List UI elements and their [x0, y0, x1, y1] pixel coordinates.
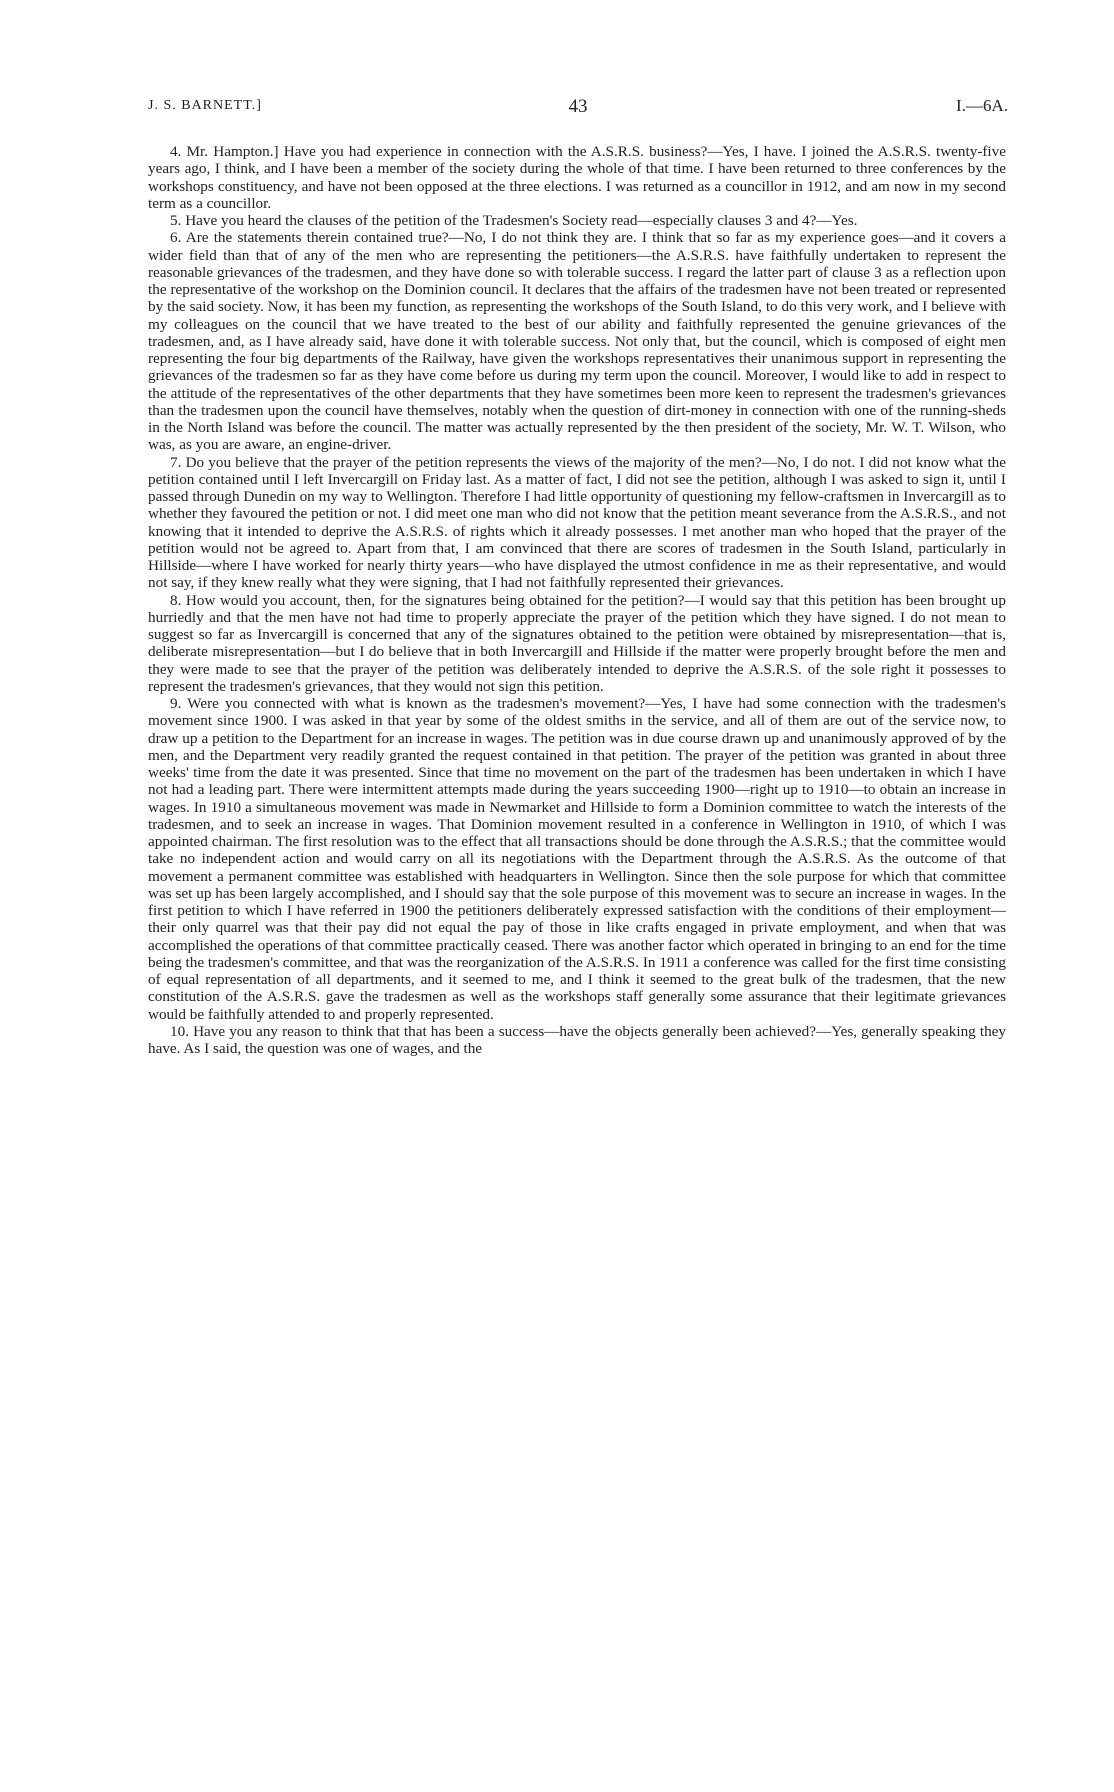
document-reference: I.—6A. [956, 96, 1008, 115]
page-header [148, 96, 1008, 120]
page-number: 43 [568, 96, 588, 117]
paragraph-question-4: 4. Mr. Hampton.] Have you had experience in connection with the A.S.R.S. business?—Yes, I have. I joined the A.S.R.S. twenty-five years ago, I think, and I have been a member of the society during the whole of that time. I have been returned to three conferences by the workshops constituency, and have not been opposed at the three elections. I was returned as a councillor in 1912, and am now in my second term as a councillor. [148, 143, 1006, 212]
header-witness-name: J. S. BARNETT.] [148, 98, 262, 113]
paragraph-question-6: 6. Are the statements therein contained true?—No, I do not think they are. I think that so far as my experience goes—and it covers a wider field than that of any of the men who are representing the petitioners—the A.S.R.S. have faithfully undertaken to represent the reasonable grievances of the tradesmen, and they have done so with tolerable success. I regard the latter part of clause 3 as a reflection upon the representative of the workshop on the Dominion council. It declares that the affairs of the tradesmen have not been treated or represented by the said society. Now, it has been my function, as representing the workshops of the South Island, to do this very work, and I believe with my colleagues on the council that we have treated to the best of our ability and faithfully represented the genuine grievances of the tradesmen, and, as I have already said, have done it with tolerable success. Not only that, but the council, which is composed of eight men representing the four big departments of the Railway, have given the workshops representatives their unanimous support in representing the grievances of the tradesmen so far as they have come before us during my term upon the council. Moreover, I would like to add in respect to the attitude of the representatives of the other departments that they have sometimes been more keen to represent the tradesmen's grievances than the tradesmen upon the council have themselves, notably when the question of dirt-money in connection with one of the running-sheds in the North Island was before the council. The matter was actually represented by the then president of the society, Mr. W. T. Wilson, who was, as you are aware, an engine-driver. [148, 229, 1006, 454]
paragraph-question-5: 5. Have you heard the clauses of the petition of the Tradesmen's Society read—especially clauses 3 and 4?—Yes. [170, 212, 858, 229]
paragraph-question-7: 7. Do you believe that the prayer of the petition represents the views of the majority of the men?—No, I do not. I did not know what the petition contained until I left Invercargill on Friday last. As a matter of fact, I did not see the petition, although I was asked to sign it, until I passed through Dunedin on my way to Wellington. Therefore I had little opportunity of questioning my fellow-craftsmen in Invercargill as to whether they favoured the petition or not. I did meet one man who did not know that the petition meant severance from the A.S.R.S., and not knowing that it intended to deprive the A.S.R.S. of rights which it already possesses. I met another man who hoped that the prayer of the petition would not be agreed to. Apart from that, I am convinced that there are scores of tradesmen in the South Island, particularly in Hillside—where I have worked for nearly thirty years—who have displayed the utmost confidence in me as their representative, and would not say, if they knew really what they were signing, that I had not faithfully represented their grievances. [148, 453, 1006, 592]
paragraph-question-10: 10. Have you any reason to think that that has been a success—have the objects generally been achieved?—Yes, generally speaking they have. As I said, the question was one of wages, and the [148, 1022, 1006, 1057]
paragraph-question-8: 8. How would you account, then, for the signatures being obtained for the petition?—I would say that this petition has been brought up hurriedly and that the men have not had time to properly appreciate the prayer of the petition which they have signed. I do not mean to suggest so far as Invercargill is concerned that any of the signatures obtained to the petition were obtained by misrepresentation—that is, deliberate misrepresentation—but I do believe that in both Invercargill and Hillside if the matter were properly brought before the men and they were made to see that the prayer of the petition was deliberately intended to deprive the A.S.R.S. of the sole right it possesses to represent the tradesmen's grievances, that they would not sign this petition. [148, 591, 1006, 695]
paragraph-question-9: 9. Were you connected with what is known as the tradesmen's movement?—Yes, I have had some connection with the tradesmen's movement since 1900. I was asked in that year by some of the oldest smiths in the service, and all of them are out of the service now, to draw up a petition to the Department for an increase in wages. The petition was in due course drawn up and unanimously approved of by the men, and the Department very readily granted the request contained in that petition. The prayer of the petition was granted in about three weeks' time from the date it was presented. Since that time no movement on the part of the tradesmen has been undertaken in which I have not had a leading part. There were intermittent attempts made during the years succeeding 1900—right up to 1910—to obtain an increase in wages. In 1910 a simultaneous movement was made in Newmarket and Hillside to form a Dominion committee to watch the interests of the tradesmen, and to seek an increase in wages. That Dominion movement resulted in a conference in Wellington in 1910, of which I was appointed chairman. The first resolution was to the effect that all transactions should be done through the A.S.R.S.; that the committee would take no independent action and would carry on all its negotiations with the Department through the A.S.R.S. As the outcome of that movement a permanent committee was established with headquarters in Wellington. Since then the sole purpose for which that committee was set up has been largely accomplished, and I should say that the sole purpose of this movement was to secure an increase in wages. In the first petition to which I have referred in 1900 the petitioners deliberately expressed satisfaction with the conditions of their employment—their only quarrel was that their pay did not equal the pay of those in like crafts engaged in private employment, and when that was accomplished the operations of that committee practically ceased. There was another factor which operated in bringing to an end for the time being the tradesmen's committee, and that was the reorganization of the A.S.R.S. In 1911 a conference was called for the first time consisting of equal representation of all departments, and it seemed to me, and I think it seemed to the great bulk of the tradesmen, that the new constitution of the A.S.R.S. gave the tradesmen as well as the workshops staff generally some assurance that their legitimate grievances would be faithfully attended to and properly represented. [148, 695, 1006, 1023]
page-body [148, 143, 1006, 1057]
